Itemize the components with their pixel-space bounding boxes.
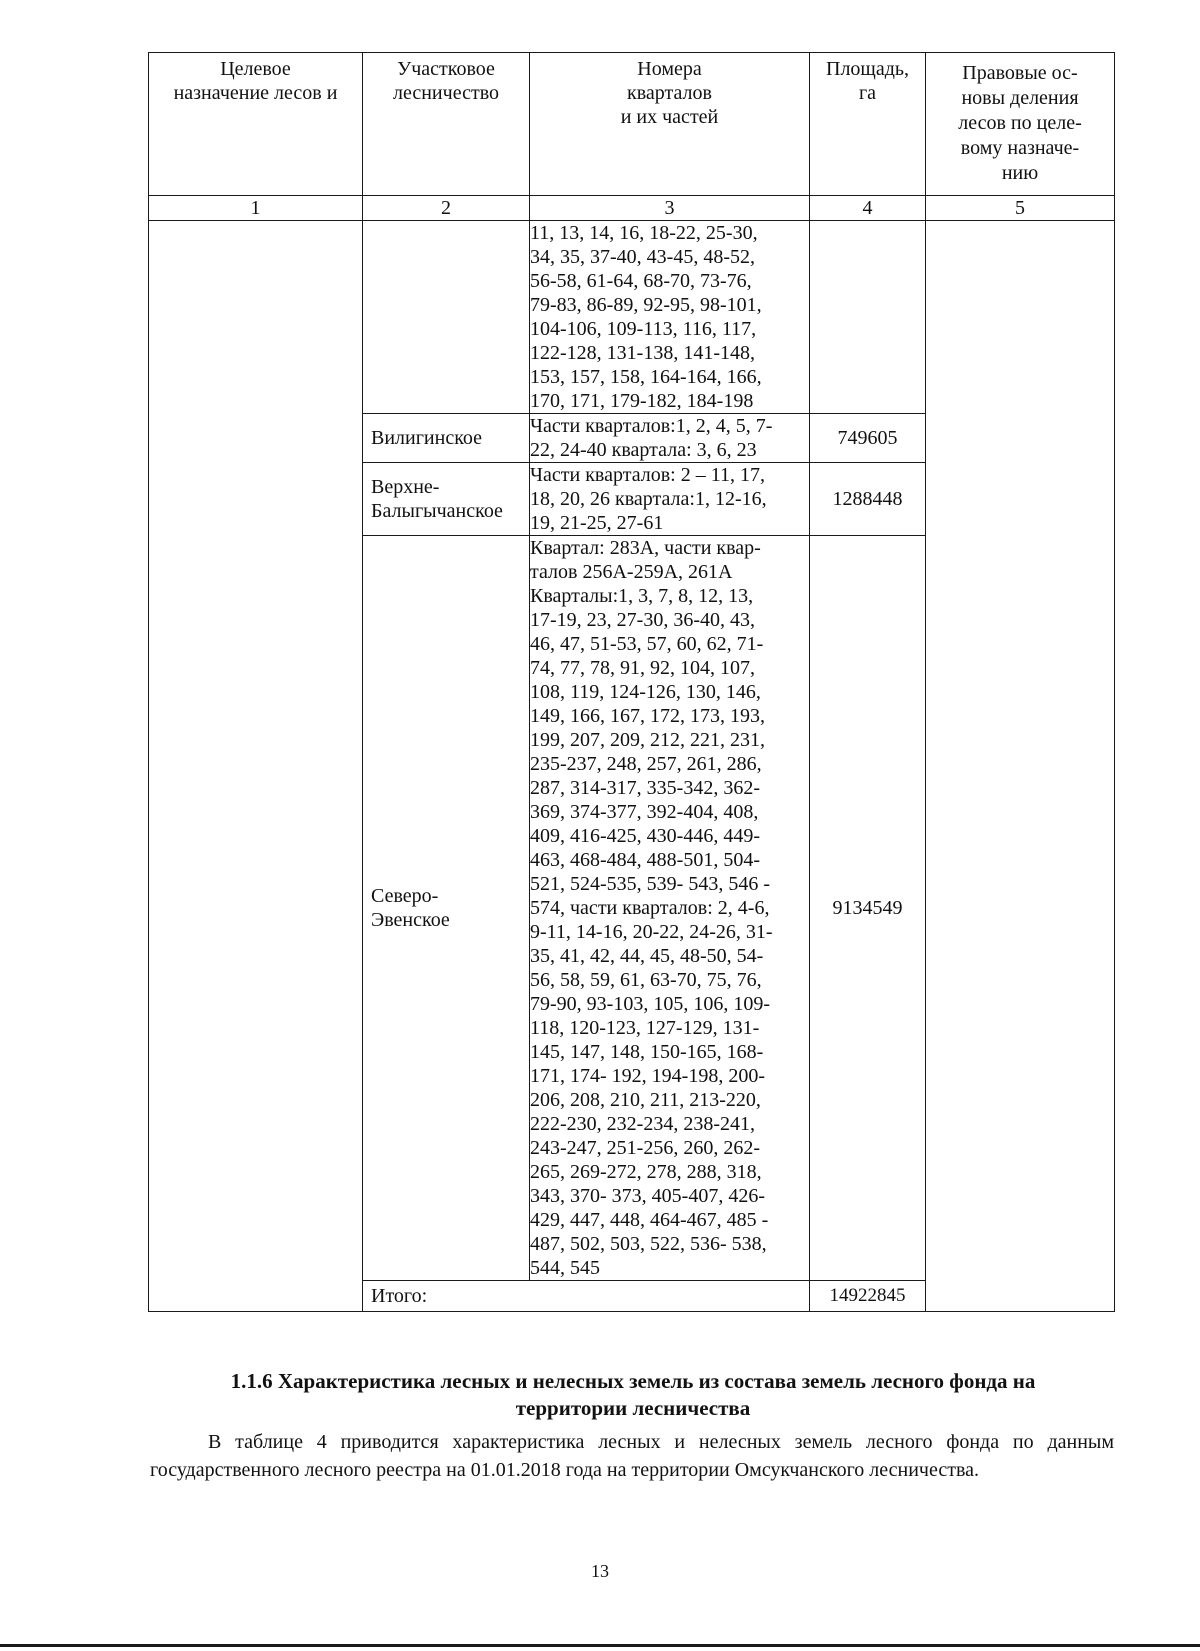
quarters-line: 46, 47, 51-53, 57, 60, 62, 71- bbox=[530, 633, 764, 655]
quarters-line: 104-106, 109-113, 116, 117, bbox=[530, 318, 757, 340]
legal-basis-cell bbox=[926, 221, 1115, 1312]
column-number-row bbox=[149, 196, 1115, 221]
quarters-line: Кварталы:1, 3, 7, 8, 12, 13, bbox=[530, 585, 754, 607]
quarters-line: 17-19, 23, 27-30, 36-40, 43, bbox=[530, 609, 755, 631]
quarters-cell bbox=[530, 463, 810, 536]
header-quarters bbox=[530, 53, 810, 196]
quarters-line: 22, 24-40 квартала: 3, 6, 23 bbox=[530, 439, 757, 461]
quarters-line: Части кварталов:1, 2, 4, 5, 7- bbox=[530, 415, 773, 437]
header-area bbox=[810, 53, 926, 196]
header-forestry-line: Участковое bbox=[397, 58, 495, 80]
total-label: Итого: bbox=[363, 1281, 810, 1312]
quarters-line: 170, 171, 179-182, 184-198 bbox=[530, 390, 754, 412]
table-row bbox=[149, 221, 1115, 414]
total-area: 14922845 bbox=[810, 1281, 926, 1312]
column-number: 4 bbox=[810, 196, 926, 221]
column-number: 1 bbox=[149, 196, 363, 221]
quarters-line: 145, 147, 148, 150-165, 168- bbox=[530, 1041, 764, 1063]
quarters-line: 171, 174- 192, 194-198, 200- bbox=[530, 1065, 765, 1087]
area-cell bbox=[810, 221, 926, 414]
quarters-line: 9-11, 14-16, 20-22, 24-26, 31- bbox=[530, 921, 773, 943]
quarters-line: 153, 157, 158, 164-164, 166, bbox=[530, 366, 762, 388]
quarters-cell bbox=[530, 414, 810, 463]
quarters-line: 369, 374-377, 392-404, 408, bbox=[530, 801, 759, 823]
header-legal-line: новы деления bbox=[961, 87, 1079, 109]
header-quarters-line: кварталов bbox=[627, 82, 712, 104]
quarters-line: 34, 35, 37-40, 43-45, 48-52, bbox=[530, 246, 755, 268]
quarters-line: 108, 119, 124-126, 130, 146, bbox=[530, 681, 761, 703]
quarters-line: 243-247, 251-256, 260, 262- bbox=[530, 1137, 760, 1159]
header-area-line: га bbox=[858, 82, 877, 104]
purpose-cell bbox=[149, 221, 363, 1312]
quarters-line: 544, 545 bbox=[530, 1257, 600, 1279]
header-forestry-line: лесничество bbox=[393, 82, 499, 104]
header-forestry bbox=[363, 53, 530, 196]
quarters-line: 574, части кварталов: 2, 4-6, bbox=[530, 897, 770, 919]
section-heading-line: 1.1.6 Характеристика лесных и нелесных земель из состава земель лесного фонда на bbox=[230, 1369, 1036, 1393]
quarters-line: 521, 524-535, 539- 543, 546 - bbox=[530, 873, 770, 895]
forestry-name-line: Северо- bbox=[371, 885, 439, 907]
quarters-line: 429, 447, 448, 464-467, 485 - bbox=[530, 1209, 769, 1231]
quarters-line: 56-58, 61-64, 68-70, 73-76, bbox=[530, 270, 752, 292]
section-heading bbox=[150, 1368, 1116, 1422]
forestry-name-line: Эвенское bbox=[371, 909, 450, 931]
quarters-line: 56, 58, 59, 61, 63-70, 75, 76, bbox=[530, 969, 762, 991]
quarters-line: 79-83, 86-89, 92-95, 98-101, bbox=[530, 294, 762, 316]
quarters-line: 11, 13, 14, 16, 18-22, 25-30, bbox=[530, 222, 758, 244]
forestry-cell bbox=[363, 221, 530, 414]
quarters-line: 19, 21-25, 27-61 bbox=[530, 512, 664, 534]
quarters-line: Части кварталов: 2 – 11, 17, bbox=[530, 464, 765, 486]
quarters-line: 118, 120-123, 127-129, 131- bbox=[530, 1017, 760, 1039]
header-legal-line: вому назначе- bbox=[960, 137, 1080, 159]
bottom-rule bbox=[0, 1644, 1200, 1647]
header-quarters-line: и их частей bbox=[620, 106, 719, 128]
header-legal-basis bbox=[926, 53, 1115, 196]
header-area-line: Площадь, bbox=[826, 58, 909, 80]
forestry-name-line: Балыгычанское bbox=[371, 500, 503, 522]
header-quarters-line: Номера bbox=[637, 58, 702, 80]
quarters-line: 79-90, 93-103, 105, 106, 109- bbox=[530, 993, 770, 1015]
header-purpose-line: назначение лесов и bbox=[173, 82, 338, 104]
forestry-name bbox=[363, 463, 530, 536]
forestry-name: Вилигинское bbox=[363, 414, 530, 463]
header-purpose-line: Целевое bbox=[220, 58, 291, 80]
quarters-line: 206, 208, 210, 211, 213-220, bbox=[530, 1089, 761, 1111]
quarters-line: талов 256А-259А, 261А bbox=[530, 561, 733, 583]
forestry-name bbox=[363, 536, 530, 1281]
header-legal-line: лесов по целе- bbox=[958, 112, 1082, 134]
header-legal-line: Правовые ос- bbox=[962, 62, 1078, 84]
quarters-line: 343, 370- 373, 405-407, 426- bbox=[530, 1185, 765, 1207]
quarters-line: 35, 41, 42, 44, 45, 48-50, 54- bbox=[530, 945, 764, 967]
column-number: 3 bbox=[530, 196, 810, 221]
quarters-line: 74, 77, 78, 91, 92, 104, 107, bbox=[530, 657, 755, 679]
area-value: 9134549 bbox=[810, 536, 926, 1281]
quarters-line: 235-237, 248, 257, 261, 286, bbox=[530, 753, 762, 775]
quarters-line: 409, 416-425, 430-446, 449- bbox=[530, 825, 760, 847]
quarters-cell bbox=[530, 536, 810, 1281]
column-number: 2 bbox=[363, 196, 530, 221]
area-value: 749605 bbox=[810, 414, 926, 463]
header-purpose bbox=[149, 53, 363, 196]
quarters-line: 463, 468-484, 488-501, 504- bbox=[530, 849, 760, 871]
quarters-cell bbox=[530, 221, 810, 414]
quarters-line: 122-128, 131-138, 141-148, bbox=[530, 342, 755, 364]
quarters-line: Квартал: 283А, части квар- bbox=[530, 537, 761, 559]
quarters-line: 149, 166, 167, 172, 173, 193, bbox=[530, 705, 765, 727]
header-legal-line: нию bbox=[1001, 162, 1039, 184]
page-number: 13 bbox=[591, 1561, 609, 1581]
quarters-line: 265, 269-272, 278, 288, 318, bbox=[530, 1161, 762, 1183]
quarters-line: 222-230, 232-234, 238-241, bbox=[530, 1113, 755, 1135]
quarters-line: 487, 502, 503, 522, 536- 538, bbox=[530, 1233, 767, 1255]
quarters-line: 287, 314-317, 335-342, 362- bbox=[530, 777, 760, 799]
section-heading-line: территории лесничества bbox=[515, 1396, 751, 1420]
quarters-line: 199, 207, 209, 212, 221, 231, bbox=[530, 729, 765, 751]
quarters-line: 18, 20, 26 квартала:1, 12-16, bbox=[530, 488, 767, 510]
section-paragraph: В таблице 4 приводится характеристика лесных и нелесных земель лесного фонда по данным государственного лесного реестра на 01.01.2018 года на территории Омсукчанского лесничества. bbox=[150, 1431, 1114, 1481]
area-value: 1288448 bbox=[810, 463, 926, 536]
forest-purpose-table bbox=[148, 52, 1115, 1312]
forestry-name-line: Верхне- bbox=[371, 476, 440, 498]
column-number: 5 bbox=[926, 196, 1115, 221]
table-header-row bbox=[149, 53, 1115, 196]
